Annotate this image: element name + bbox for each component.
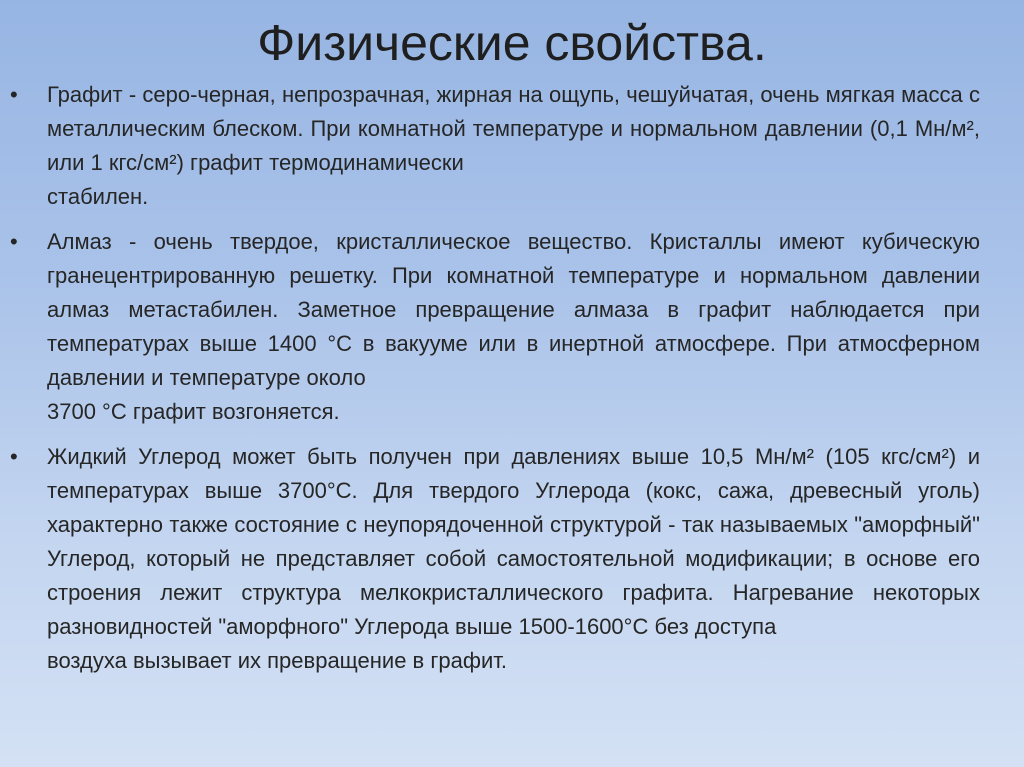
slide-content <box>0 78 1024 758</box>
bullet-text-diamond: Алмаз - очень твердое, кристаллическое вещество. Кристаллы имеют кубическую гранецентрированную решетку. При комнатной температуре и нормальном давлении алмаз метастабилен. Заметное превращение алмаза в графит наблюдается при температурах выше 1400 °С в вакууме или в инертной атмосфере. При атмосферном давлении и температуре около 3700 °С графит возгоняется. <box>47 229 980 424</box>
bullet-item-graphite <box>0 78 1024 214</box>
bullet-marker: • <box>10 444 18 469</box>
bullet-text-graphite: Графит - серо-черная, непрозрачная, жирная на ощупь, чешуйчатая, очень мягкая масса с металлическим блеском. При комнатной температуре и нормальном давлении (0,1 Мн/м², или 1 кгс/см²) графит термодинамически стабилен. <box>47 82 980 209</box>
bullet-item-diamond <box>0 225 1024 429</box>
bullet-text-liquid-carbon: Жидкий Углерод может быть получен при давлениях выше 10,5 Мн/м² (105 кгс/см²) и температурах выше 3700°С. Для твердого Углерода (кокс, сажа, древесный уголь) характерно также состояние с неупорядоченной структурой - так называемых "аморфный" Углерод, который не представляет собой самостоятельной модификации; в основе его строения лежит структура мелкокристаллического графита. Нагревание некоторых разновидностей "аморфного" Углерода выше 1500-1600°С без доступа воздуха вызывает их превращение в графит. <box>47 444 980 673</box>
bullet-marker: • <box>10 82 18 107</box>
bullet-marker: • <box>10 229 18 254</box>
slide-title: Физические свойства. <box>257 15 767 71</box>
bullet-list <box>0 78 1024 678</box>
bullet-item-liquid-carbon <box>0 440 1024 678</box>
